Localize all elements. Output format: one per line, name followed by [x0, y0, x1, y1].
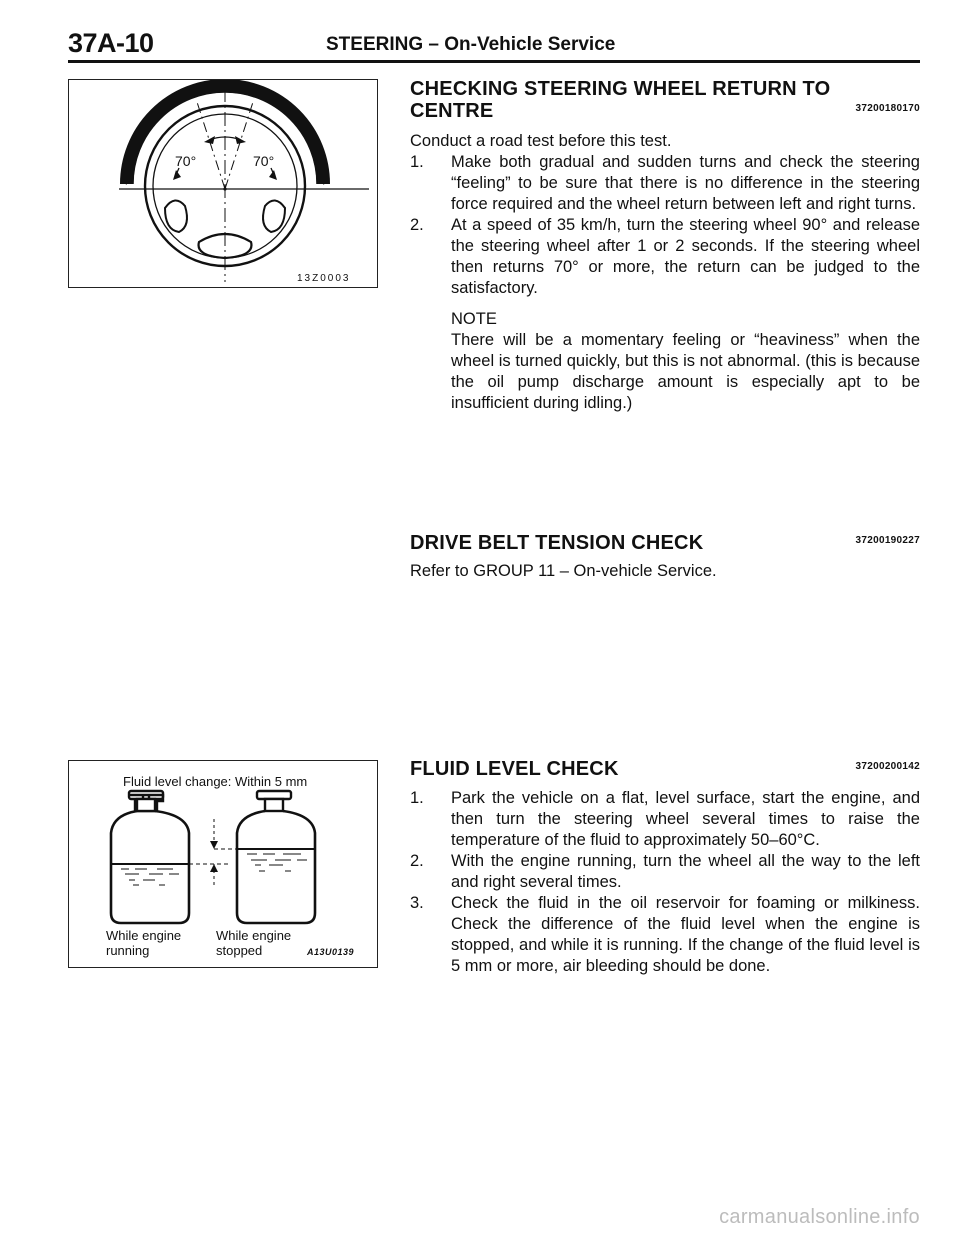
reservoir-title: Fluid level change: Within 5 mm [123, 774, 308, 789]
label-stopped: While engine stopped [216, 928, 292, 958]
steps-list [410, 788, 920, 977]
list-item: 2. At a speed of 35 km/h, turn the steering wheel 90° and release the steering wheel after 1 or 2 seconds. If the steering wheel then returns 70° or more, the return can be judged to the satisfactory. [410, 216, 920, 297]
list-item: 1. Park the vehicle on a flat, level surface, start the engine, and then turn the steering wheel several times to raise the temperature of the fluid to approximately 50–60°C. [410, 789, 920, 849]
note-label: NOTE [451, 310, 497, 328]
angle-left-label: 70° [175, 153, 197, 169]
header-rule [68, 60, 920, 63]
watermark: carmanualsonline.info [719, 1206, 920, 1228]
note [451, 309, 920, 414]
page-number: 37A-10 [68, 28, 154, 58]
fluid-right [247, 854, 307, 871]
section-heading: DRIVE BELT TENSION CHECK 37200190227 [410, 532, 920, 554]
steps-list [410, 152, 920, 299]
belt-text: Refer to GROUP 11 – On-vehicle Service. [410, 562, 717, 580]
list-item: 2. With the engine running, turn the wheel all the way to the left and right several times. [410, 852, 920, 891]
list-item: 1. Make both gradual and sudden turns and check the steering “feeling” to be sure that there is no difference in the steering force required and the wheel return between left and right turns. [410, 153, 920, 213]
figure-code: A13U0139 [307, 947, 355, 957]
section-heading: FLUID LEVEL CHECK 37200200142 [410, 758, 920, 780]
note-text: There will be a momentary feeling or “heaviness” when the wheel is turned quickly, but this is not abnormal. (this is because the oil pump discharge amount is especially apt to be insufficient during idling.) [451, 331, 920, 412]
section-heading: CHECKING STEERING WHEEL RETURN TO CENTRE 37200180170 [410, 78, 920, 122]
list-item: 3. Check the fluid in the oil reservoir for foaming or milkiness. Check the difference of the fluid level when the engine is stopped, and while it is running. If the change of the fluid level is 5 mm or more, air bleeding should be done. [410, 894, 920, 975]
header-title: STEERING – On-Vehicle Service [326, 34, 616, 55]
figure-code: 13Z0003 [297, 273, 351, 284]
section-code: 37200180170 [855, 103, 920, 114]
label-running: While engine running [106, 928, 182, 958]
intro-text: Conduct a road test before this test. [410, 132, 672, 150]
section-wheel-return [410, 78, 920, 414]
page-header [68, 28, 920, 64]
steering-wheel-diagram [69, 80, 377, 287]
section-fluid-level [410, 758, 920, 977]
fluid-left [121, 869, 179, 885]
steering-wheel-figure [68, 79, 378, 288]
angle-right-label: 70° [253, 153, 275, 169]
section-code: 37200200142 [855, 761, 920, 772]
section-drive-belt [410, 532, 920, 582]
reservoir-figure [68, 760, 378, 968]
section-code: 37200190227 [855, 535, 920, 546]
